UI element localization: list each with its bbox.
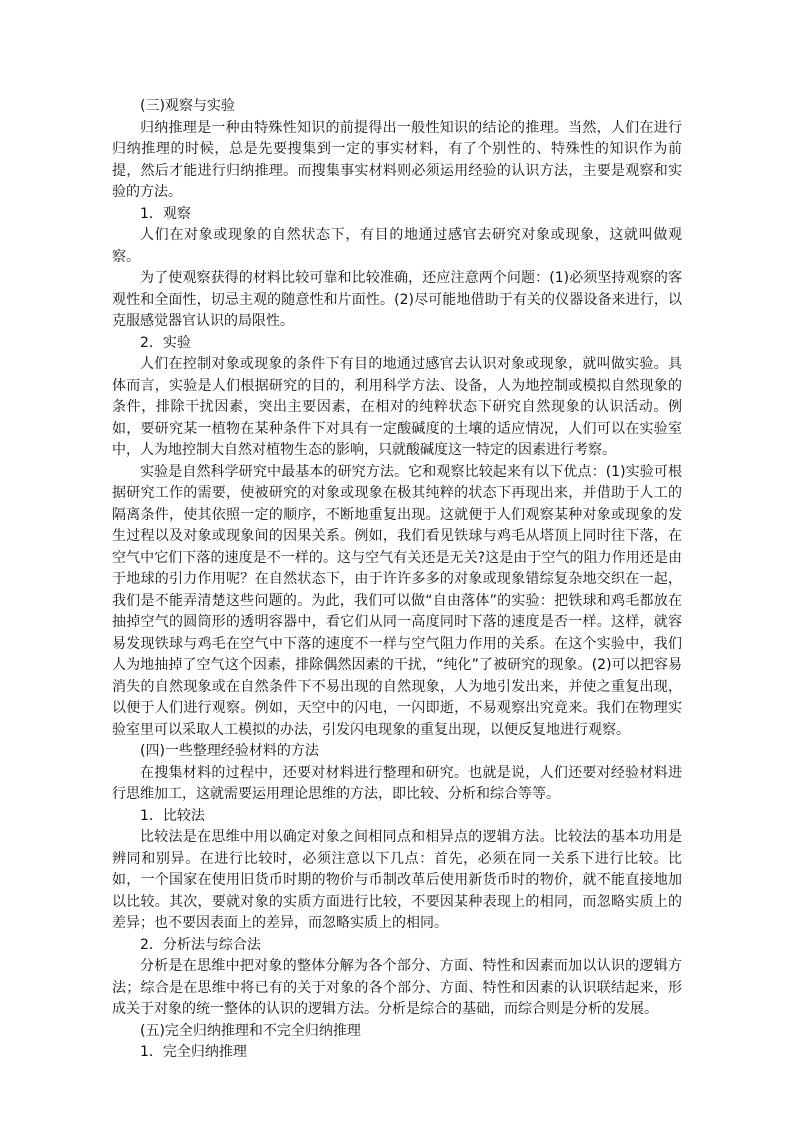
paragraph: 分析是在思维中把对象的整体分解为各个部分、方面、特性和因素而加以认识的逻辑方法；综合是在思维中将已有的关于对象的各个部分、方面、特性和因素的认识联结起来，形成关于对象的统一整体的认识的逻辑方法。分析是综合的基础，而综合则是分析的发展。 <box>112 958 682 1017</box>
paragraph: 归纳推理是一种由特殊性知识的前提得出一般性知识的结论的推理。当然，人们在进行归纳推理的时候，总是先要搜集到一定的事实材料，有了个别性的、特殊性的知识作为前提，然后才能进行归纳推理。而搜集事实材料则必须运用经验的认识方法，主要是观察和实验的方法。 <box>112 119 682 200</box>
paragraph: 为了使观察获得的材料比较可靠和比较准确，还应注意两个问题：(1)必须坚持观察的客观性和全面性，切忌主观的随意性和片面性。(2)尽可能地借助于有关的仪器设备来进行，以克服感觉器官认识的局限性。 <box>112 270 682 329</box>
section-heading: (五)完全归纳推理和不完全归纳推理 <box>140 1022 361 1039</box>
subsection-complete-induction <box>112 1042 682 1064</box>
subsection-observation <box>112 204 682 333</box>
section-heading: (三)观察与实验 <box>140 98 235 114</box>
subsection-heading: 1．完全归纳推理 <box>140 1044 247 1060</box>
paragraph: 在搜集材料的过程中，还要对材料进行整理和研究。也就是说，人们还要对经验材料进行思维加工，这就需要运用理论思维的方法，即比较、分析和综合等等。 <box>112 764 682 802</box>
paragraph: 人们在控制对象或现象的条件下有目的地通过感官去认识对象或现象，就叫做实验。具体而言，实验是人们根据研究的目的，利用科学方法、设备，人为地控制或模拟自然现象的条件，排除干扰因素，突出主要因素，在相对的纯粹状态下研究自然现象的认识活动。例如，要研究某一植物在某种条件下对具有一定酸碱度的土壤的适应情况，人们可以在实验室中，人为地控制大自然对植物生态的影响，只就酸碱度这一特定的因素进行考察。 <box>112 356 682 458</box>
subsection-experiment <box>112 333 682 742</box>
subsection-heading: 2．实验 <box>140 334 191 351</box>
subsection-comparison <box>112 806 682 935</box>
subsection-analysis-synthesis <box>112 935 682 1021</box>
section-heading: (四)一些整理经验材料的方法 <box>140 743 319 759</box>
subsection-heading: 1．比较法 <box>140 807 205 824</box>
subsection-heading: 2．分析法与综合法 <box>140 936 261 953</box>
paragraph: 人们在对象或现象的自然状态下，有目的地通过感官去研究对象或现象，这就叫做观察。 <box>112 227 682 265</box>
paragraph: 比较法是在思维中用以确定对象之间相同点和相异点的逻辑方法。比较法的基本功用是辨同和别异。在进行比较时，必须注意以下几点：首先，必须在同一关系下进行比较。比如，一个国家在使用旧货币时期的物价与币制改革后使用新货币时的物价，就不能直接地加以比较。其次，要就对象的实质方面进行比较，不要因某种表现上的相同，而忽略实质上的差异；也不要因表面上的差异，而忽略实质上的相同。 <box>112 829 682 931</box>
document-page <box>112 96 682 1064</box>
paragraph: 实验是自然科学研究中最基本的研究方法。它和观察比较起来有以下优点：(1)实验可根据研究工作的需要，使被研究的对象或现象在极其纯粹的状态下再现出来，并借助于人工的隔离条件，使其依照一定的顺序，不断地重复出现。这就便于人们观察某种对象或现象的发生过程以及对象或现象间的因果关系。例如，我们看见铁球与鸡毛从塔顶上同时往下落，在空气中它们下落的速度是不一样的。这与空气有关还是无关?这是由于空气的阻力作用还是由于地球的引力作用呢？在自然状态下，由于许许多多的对象或现象错综复杂地交织在一起，我们是不能弄清楚这些问题的。为此，我们可以做“自由落体”的实验：把铁球和鸡毛都放在抽掉空气的圆筒形的透明容器中，看它们从同一高度同时下落的速度是否一样。这样，就容易发现铁球与鸡毛在空气中下落的速度不一样与空气阻力作用的关系。在这个实验中，我们人为地抽掉了空气这个因素，排除偶然因素的干扰，“纯化”了被研究的现象。(2)可以把容易消失的自然现象或在自然条件下不易出现的自然现象，人为地引发出来，并使之重复出现，以便于人们进行观察。例如，天空中的闪电，一闪即逝，不易观察出究竟来。我们在物理实验室里可以采取人工模拟的办法，引发闪电现象的重复出现，以便反复地进行观察。 <box>112 463 682 738</box>
section-observation-experiment <box>112 96 682 741</box>
section-induction-types <box>112 1021 682 1064</box>
section-organizing-methods <box>112 741 682 1021</box>
subsection-heading: 1．观察 <box>140 205 191 222</box>
